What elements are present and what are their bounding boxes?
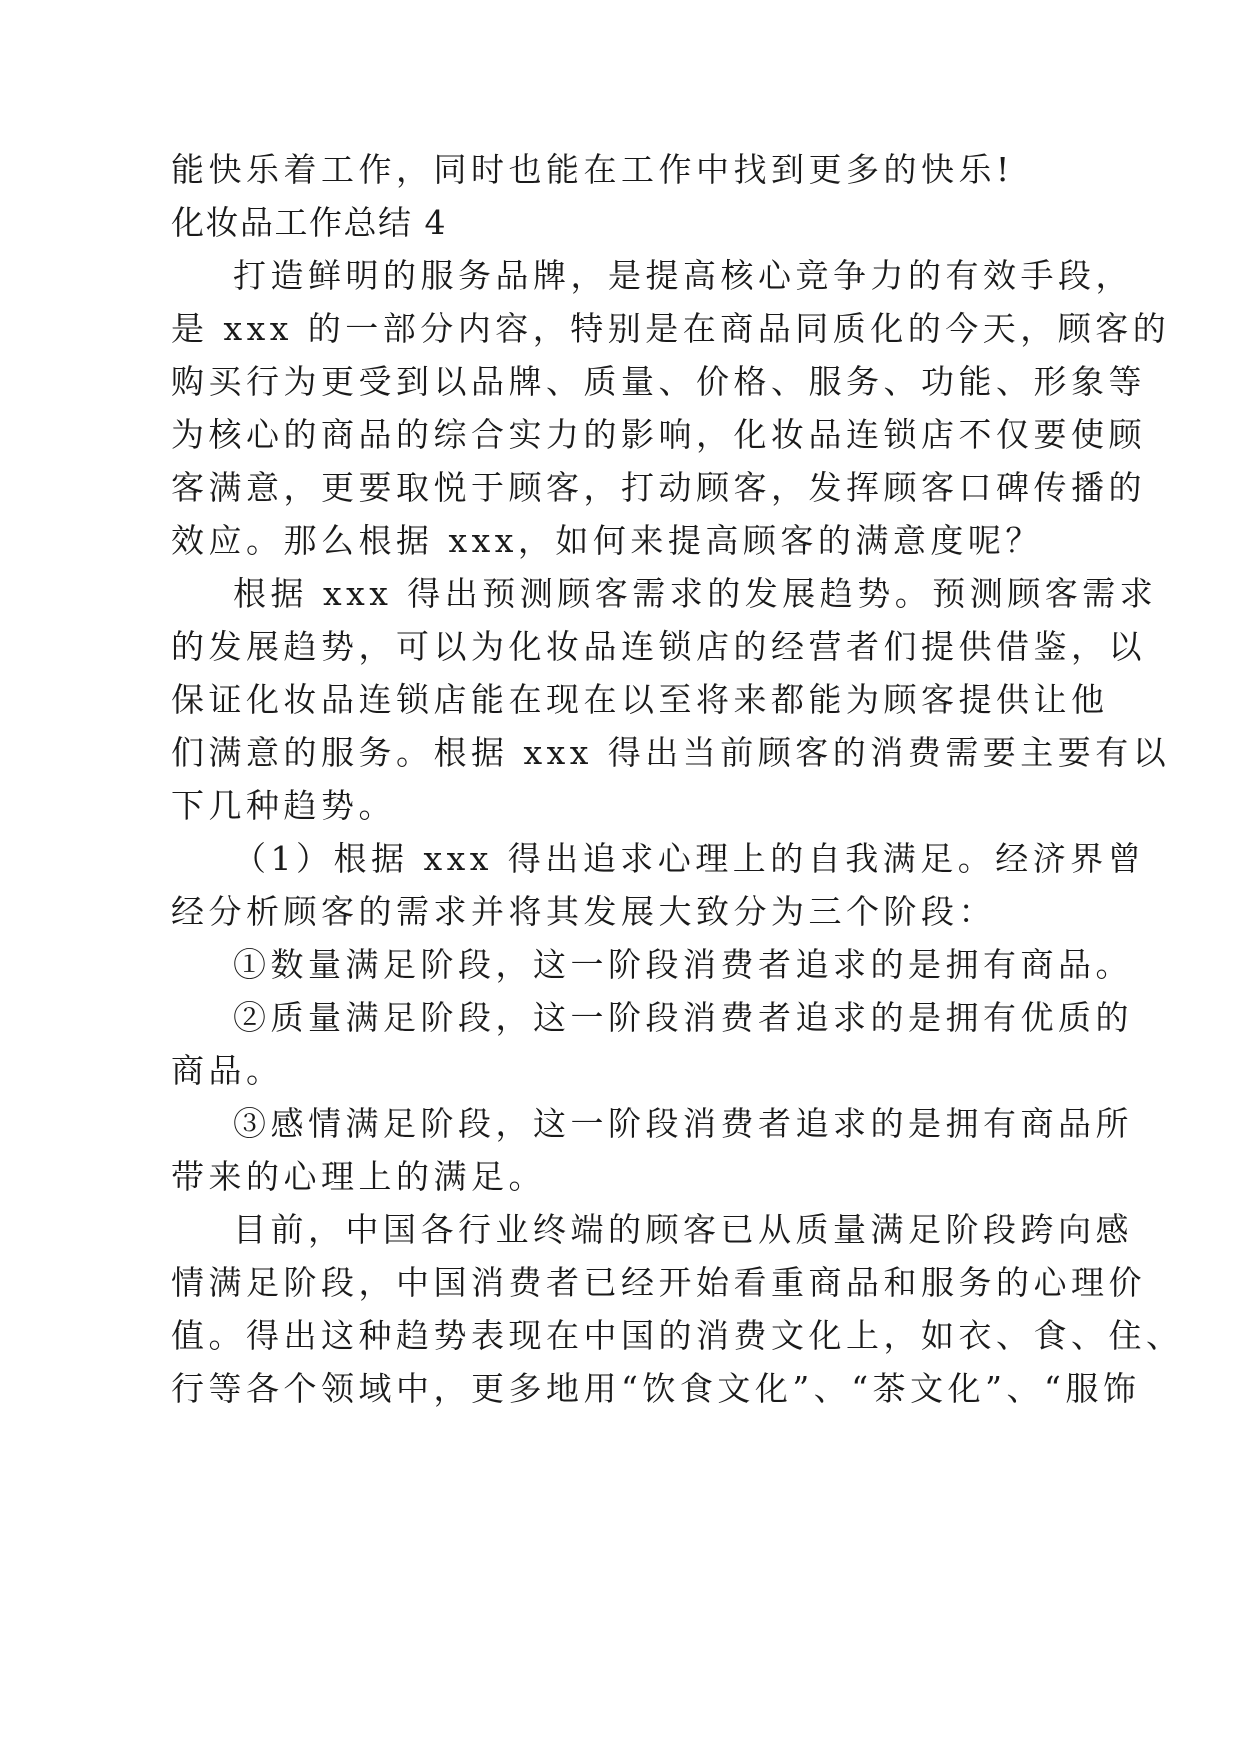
text-line: 下几种趋势。: [171, 786, 396, 825]
text-line: 情满足阶段，中国消费者已经开始看重商品和服务的心理价: [171, 1263, 1146, 1302]
text-line: 带来的心理上的满足。: [171, 1157, 546, 1196]
text-line: 保证化妆品连锁店能在现在以至将来都能为顾客提供让他: [171, 680, 1109, 719]
text-line: 能快乐着工作，同时也能在工作中找到更多的快乐!: [171, 150, 1014, 189]
text-line: 经分析顾客的需求并将其发展大致分为三个阶段：: [171, 892, 996, 931]
text-line: 的发展趋势，可以为化妆品连锁店的经营者们提供借鉴，以: [171, 627, 1146, 666]
text-line: 们满意的服务。根据 xxx 得出当前顾客的消费需要主要有以: [171, 733, 1171, 772]
list-item: ①数量满足阶段，这一阶段消费者追求的是拥有商品。: [233, 945, 1133, 984]
text-line: 目前，中国各行业终端的顾客已从质量满足阶段跨向感: [233, 1210, 1133, 1249]
text-line: 值。得出这种趋势表现在中国的消费文化上，如衣、食、住、: [171, 1316, 1184, 1355]
list-item: ③感情满足阶段，这一阶段消费者追求的是拥有商品所: [233, 1104, 1133, 1143]
text-line: 行等各个领域中，更多地用“饮食文化”、“茶文化”、“服饰: [171, 1369, 1141, 1408]
text-line: 根据 xxx 得出预测顾客需求的发展趋势。预测顾客需求: [233, 574, 1158, 613]
text-line: （1）根据 xxx 得出追求心理上的自我满足。经济界曾: [233, 839, 1146, 878]
text-line: 是 xxx 的一部分内容，特别是在商品同质化的今天，顾客的: [171, 309, 1171, 348]
text-line: 购买行为更受到以品牌、质量、价格、服务、功能、形象等: [171, 362, 1146, 401]
text-line: 为核心的商品的综合实力的影响，化妆品连锁店不仅要使顾: [171, 415, 1146, 454]
text-line: 打造鲜明的服务品牌，是提高核心竞争力的有效手段，: [233, 256, 1133, 295]
text-line: 商品。: [171, 1051, 284, 1090]
list-item: ②质量满足阶段，这一阶段消费者追求的是拥有优质的: [233, 998, 1133, 1037]
text-line: 客满意，更要取悦于顾客，打动顾客，发挥顾客口碑传播的: [171, 468, 1146, 507]
text-line: 效应。那么根据 xxx，如何来提高顾客的满意度呢？: [171, 521, 1043, 560]
section-heading: 化妆品工作总结 4: [171, 203, 447, 242]
